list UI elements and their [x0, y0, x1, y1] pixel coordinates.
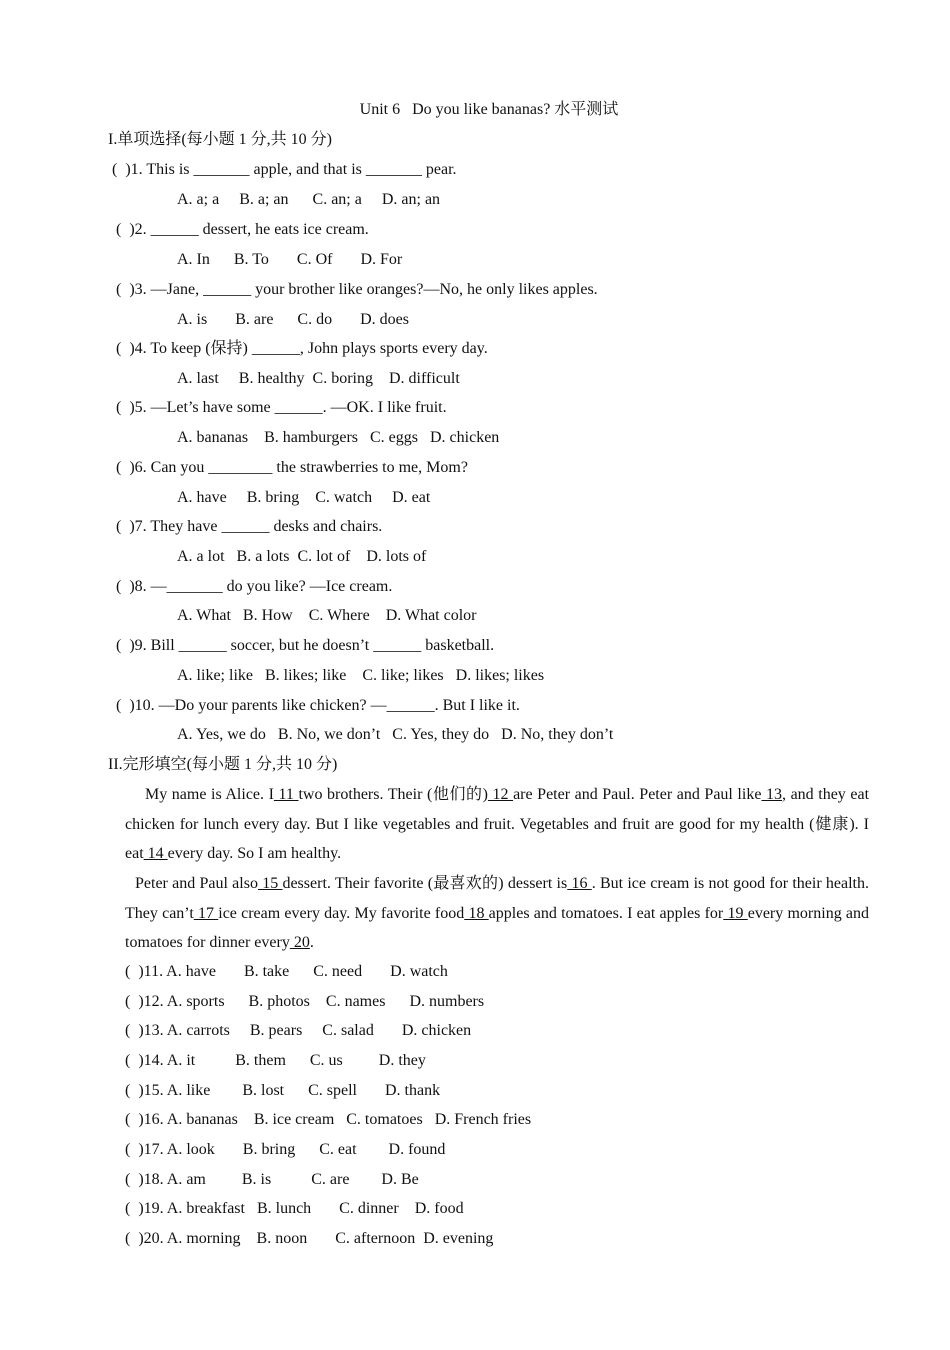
cloze-question-13: ( )13. A. carrots B. pears C. salad D. chicken [125, 1022, 472, 1039]
cloze-question-16: ( )16. A. bananas B. ice cream C. tomatoes D. French fries [125, 1111, 532, 1128]
blank-17: 17 [193, 904, 219, 922]
blank-20: 20 [289, 934, 310, 952]
blank-12: 12 [487, 786, 514, 803]
cloze-question-20: ( )20. A. morning B. noon C. afternoon D. evening [125, 1230, 494, 1247]
passage-text: ice cream every day. My favorite food [218, 904, 465, 922]
question-9-options: A. like; like B. likes; like C. like; likes D. likes; likes [177, 667, 545, 684]
blank-15: 15 [257, 875, 283, 892]
blank-18: 18 [464, 904, 489, 922]
question-4-options: A. last B. healthy C. boring D. difficult [177, 370, 460, 387]
question-1-options: A. a; a B. a; an C. an; a D. an; an [177, 191, 441, 208]
cloze-question-14: ( )14. A. it B. them C. us D. they [125, 1052, 426, 1069]
passage-text: Peter and Paul also [135, 875, 258, 892]
question-5-options: A. bananas B. hamburgers C. eggs D. chicken [177, 429, 500, 446]
passage-text: My name is Alice. I [145, 786, 274, 803]
cloze-paragraph-1 [125, 780, 869, 869]
cloze-question-18: ( )18. A. am B. is C. are D. Be [125, 1171, 419, 1188]
passage-text: . But ice cream is not good for their health. They can’t [125, 875, 869, 922]
section-1-heading: I.单项选择(每小题 1 分,共 10 分) [108, 131, 332, 148]
blank-14: 14 [143, 845, 168, 863]
question-1-stem: ( )1. This is _______ apple, and that is _______ pear. [112, 161, 457, 178]
cloze-question-19: ( )19. A. breakfast B. lunch C. dinner D. food [125, 1200, 464, 1217]
passage-text: . [309, 934, 314, 952]
blank-13: 13 [761, 786, 782, 803]
passage-text: dessert. Their favorite (最喜欢的) dessert is [282, 875, 568, 892]
question-6-stem: ( )6. Can you ________ the strawberries to me, Mom? [116, 459, 468, 476]
question-9-stem: ( )9. Bill ______ soccer, but he doesn’t ______ basketball. [116, 637, 495, 654]
blank-19: 19 [723, 904, 748, 922]
question-7-options: A. a lot B. a lots C. lot of D. lots of [177, 548, 427, 565]
passage-text: are Peter and Paul. Peter and Paul like [513, 786, 762, 803]
question-8-options: A. What B. How C. Where D. What color [177, 607, 477, 624]
question-3-options: A. is B. are C. do D. does [177, 311, 409, 328]
question-4-stem: ( )4. To keep (保持) ______, John plays sports every day. [116, 340, 488, 357]
question-2-stem: ( )2. ______ dessert, he eats ice cream. [116, 221, 369, 238]
question-10-options: A. Yes, we do B. No, we don’t C. Yes, they do D. No, they don’t [177, 726, 614, 743]
cloze-question-15: ( )15. A. like B. lost C. spell D. thank [125, 1082, 441, 1099]
blank-16: 16 [567, 875, 592, 892]
blank-11: 11 [273, 786, 299, 803]
question-5-stem: ( )5. —Let’s have some ______. —OK. I like fruit. [116, 399, 447, 416]
passage-text: every morning and tomatoes for dinner every [125, 904, 870, 952]
question-7-stem: ( )7. They have ______ desks and chairs. [116, 518, 383, 535]
page-title: Unit 6 Do you like bananas? 水平测试 [359, 101, 619, 118]
question-6-options: A. have B. bring C. watch D. eat [177, 489, 431, 506]
question-2-options: A. In B. To C. Of D. For [177, 251, 403, 268]
passage-text: apples and tomatoes. I eat apples for [488, 904, 724, 922]
cloze-question-12: ( )12. A. sports B. photos C. names D. numbers [125, 993, 485, 1010]
passage-text: , and they eat chicken for lunch every day. But I like vegetables and fruit. Vegetables and fruit are good for my health (健康). I eat [125, 786, 870, 863]
section-2-heading: II.完形填空(每小题 1 分,共 10 分) [108, 756, 338, 773]
passage-text: two brothers. Their (他们的) [298, 786, 488, 803]
cloze-paragraph-2 [125, 869, 869, 958]
question-3-stem: ( )3. —Jane, ______ your brother like oranges?—No, he only likes apples. [116, 281, 598, 298]
question-10-stem: ( )10. —Do your parents like chicken? —______. But I like it. [116, 697, 520, 714]
passage-text: every day. So I am healthy. [167, 845, 342, 863]
cloze-question-17: ( )17. A. look B. bring C. eat D. found [125, 1141, 446, 1158]
cloze-question-11: ( )11. A. have B. take C. need D. watch [125, 963, 448, 980]
question-8-stem: ( )8. —_______ do you like? —Ice cream. [116, 578, 393, 595]
